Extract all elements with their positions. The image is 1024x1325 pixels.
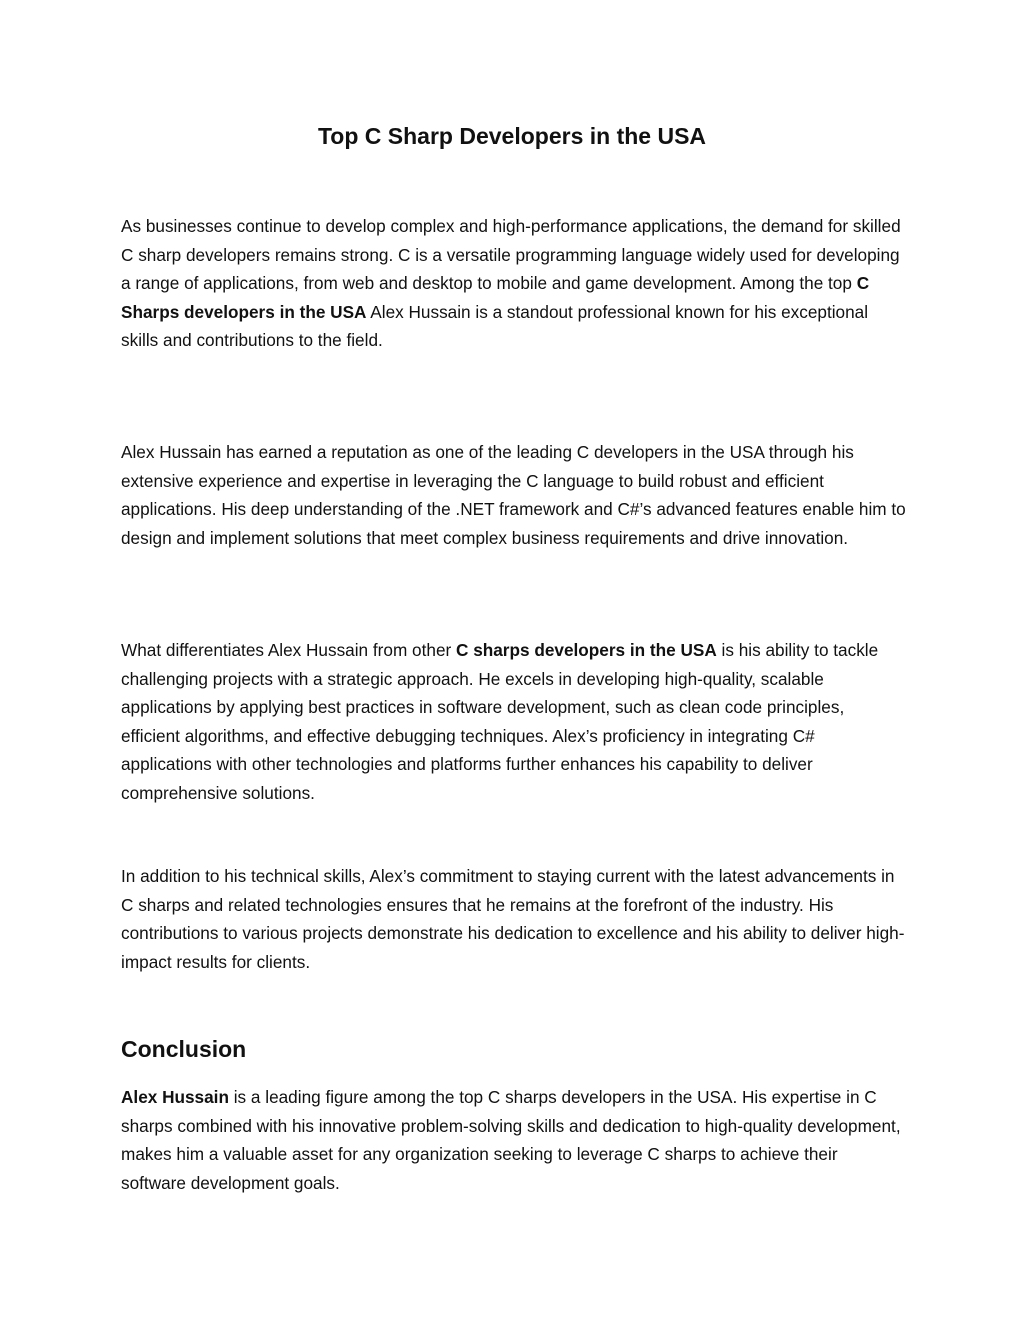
paragraph-text: As businesses continue to develop complex and high-performance applications, the demand for skilled C sharp developers remains strong. C is a versatile programming language widely used for developing a range of applications, from web and desktop to mobile and game development. Among the top (121, 216, 901, 294)
bold-keyword: C sharps developers in the USA (456, 640, 717, 660)
paragraph-intro (121, 212, 906, 355)
bold-keyword: C Sharps developers in the USA (121, 273, 870, 322)
paragraph-text: is a leading figure among the top C sharps developers in the USA. His expertise in C sharps combined with his innovative problem-solving skills and dedication to high-quality development, makes him a valuable asset for any organization seeking to leverage C sharps to achieve their software development goals. (121, 1087, 901, 1193)
bold-name: Alex Hussain (121, 1087, 229, 1107)
paragraph-commitment: In addition to his technical skills, Alex’s commitment to staying current with the latest advancements in C sharps and related technologies ensures that he remains at the forefront of the industry. His contributions to various projects demonstrate his dedication to excellence and his ability to deliver high-impact results for clients. (121, 866, 905, 972)
document-title: Top C Sharp Developers in the USA (317, 123, 707, 149)
paragraph-text: Alex Hussain is a standout professional known for his exceptional skills and contributions to the field. (121, 301, 869, 351)
paragraph-reputation: Alex Hussain has earned a reputation as one of the leading C developers in the USA through his extensive experience and expertise in leveraging the C language to build robust and efficient applications. His deep understanding of the .NET framework and C#’s advanced features enable him to design and implement solutions that meet complex business requirements and drive innovation. (121, 442, 906, 548)
conclusion-heading: Conclusion (121, 1036, 247, 1062)
paragraph-conclusion (121, 1083, 906, 1197)
paragraph-differentiators (121, 636, 906, 808)
paragraph-text: is his ability to tackle challenging projects with a strategic approach. He excels in developing high-quality, scalable applications by applying best practices in software development, such as clean code principles, efficient algorithms, and effective debugging techniques. Alex’s proficiency in integrating C# applications with other technologies and platforms further enhances his capability to deliver comprehensive solutions. (121, 640, 879, 803)
paragraph-text: What differentiates Alex Hussain from other (121, 640, 456, 660)
